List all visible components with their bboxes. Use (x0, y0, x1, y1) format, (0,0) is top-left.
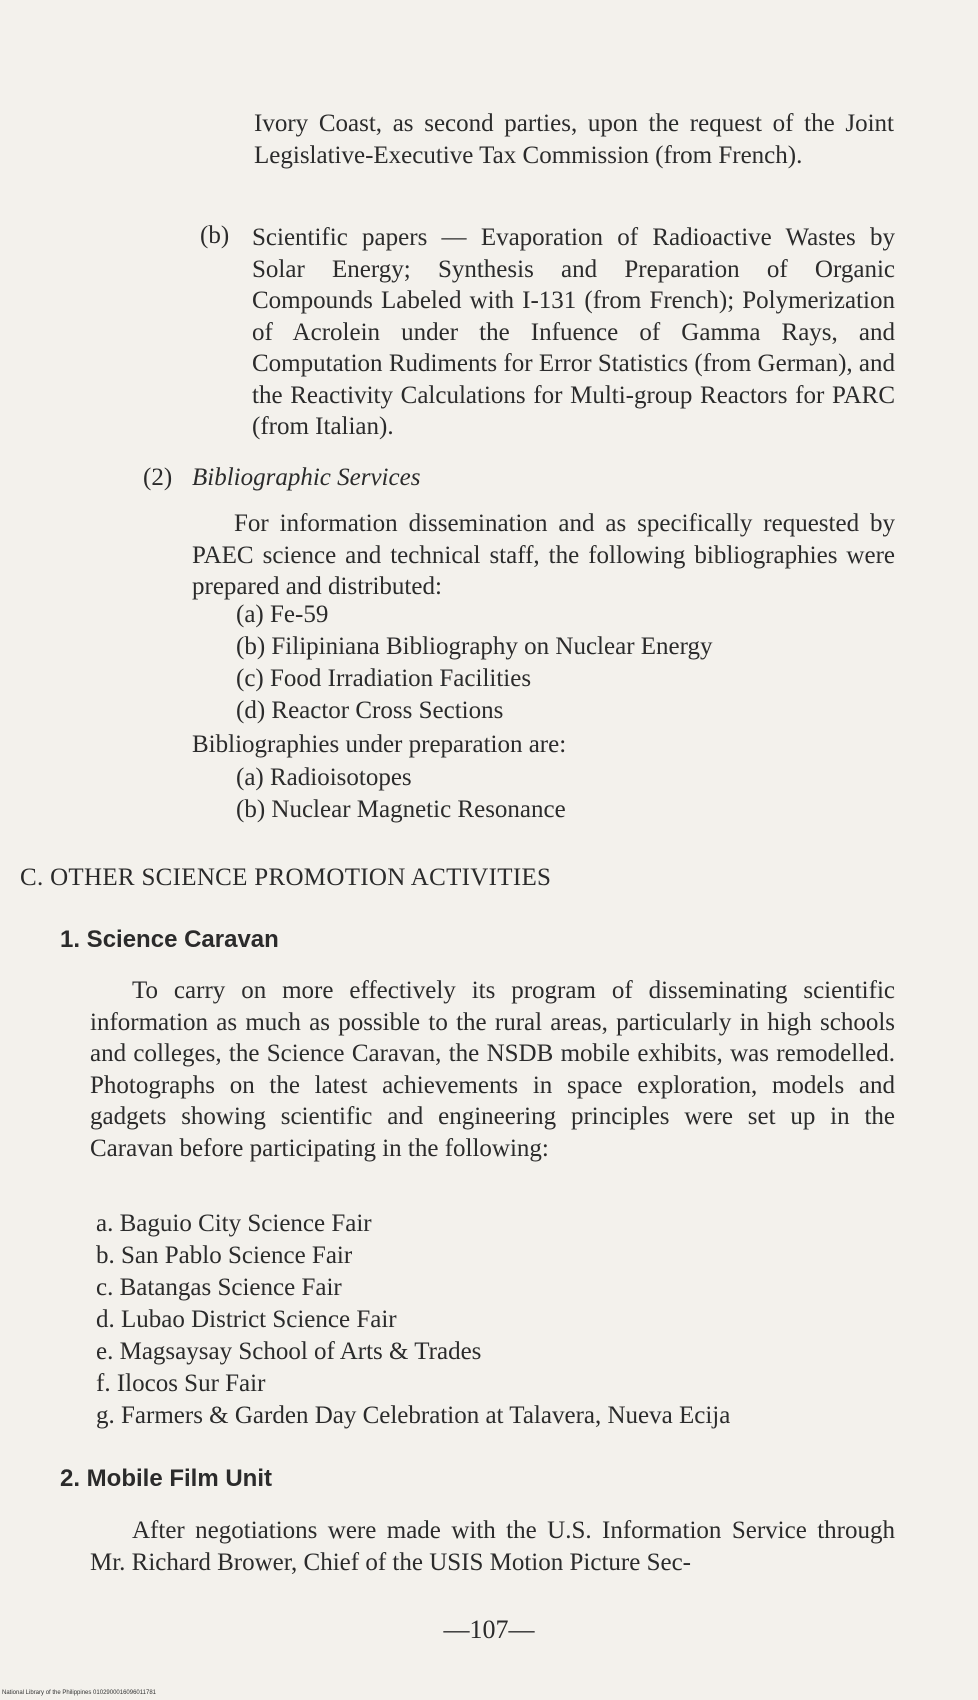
bibliographic-title: Bibliographic Services (192, 464, 421, 491)
bibliographic-number: (2) (143, 464, 173, 491)
list-item: e. Magsaysay School of Arts & Trades (96, 1338, 482, 1365)
section-c-title: C. OTHER SCIENCE PROMOTION ACTIVITIES (20, 864, 552, 891)
list-item: g. Farmers & Garden Day Celebration at Talavera, Nueva Ecija (96, 1402, 731, 1429)
list-item: d. Lubao District Science Fair (96, 1306, 397, 1333)
list-item: b. San Pablo Science Fair (96, 1242, 353, 1269)
mobile-film-body: After negotiations were made with the U.S. Information Service through Mr. Richard Brower, Chief of the USIS Motion Picture Sec- (90, 1517, 895, 1576)
list-item: a. Baguio City Science Fair (96, 1210, 372, 1237)
page-number: —107— (443, 1615, 535, 1644)
list-item: c. Batangas Science Fair (96, 1274, 342, 1301)
list-item: (a) Fe-59 (236, 601, 329, 628)
list-item: (b) Nuclear Magnetic Resonance (236, 796, 566, 823)
item-b-label: (b) (200, 222, 230, 249)
science-caravan-body: To carry on more effectively its program of disseminating scientific information as much as possible to the rural areas, particularly in high schools and colleges, the Science Caravan, the NSDB mobile exhibits, was remodelled. Photographs on the latest achievements in space exploration, models and gadgets showing scientific and engineering principles were set up in the Caravan before participating in the following: (90, 977, 895, 1162)
continued-paragraph: Ivory Coast, as second parties, upon the request of the Joint Legislative-Executive Tax Commission (from French). (254, 110, 894, 169)
science-caravan-heading: 1. Science Caravan (60, 926, 279, 953)
bibliographic-intro: For information dissemination and as specifically requested by PAEC science and technical staff, the following bibliographies were prepared and distributed: (192, 510, 895, 600)
under-prep-label: Bibliographies under preparation are: (192, 731, 567, 758)
list-item: (a) Radioisotopes (236, 764, 412, 791)
list-item: (c) Food Irradiation Facilities (236, 665, 532, 692)
footer-archive-text: National Library of the Philippines 0102900016096011781 (2, 1690, 157, 1696)
mobile-film-heading: 2. Mobile Film Unit (60, 1465, 273, 1492)
list-item: f. Ilocos Sur Fair (96, 1370, 266, 1397)
list-item: (d) Reactor Cross Sections (236, 697, 504, 724)
list-item: (b) Filipiniana Bibliography on Nuclear Energy (236, 633, 713, 660)
item-b-text: Scientific papers — Evaporation of Radioactive Wastes by Solar Energy; Synthesis and Preparation of Organic Compounds Labeled with I-131 (from French); Polymerization of Acrolein under the Infuence of Gamma Rays, and Computation Rudiments for Error Statistics (from German), and the Reactivity Calculations for Multi-group Reactors for PARC (from Italian). (252, 224, 895, 440)
